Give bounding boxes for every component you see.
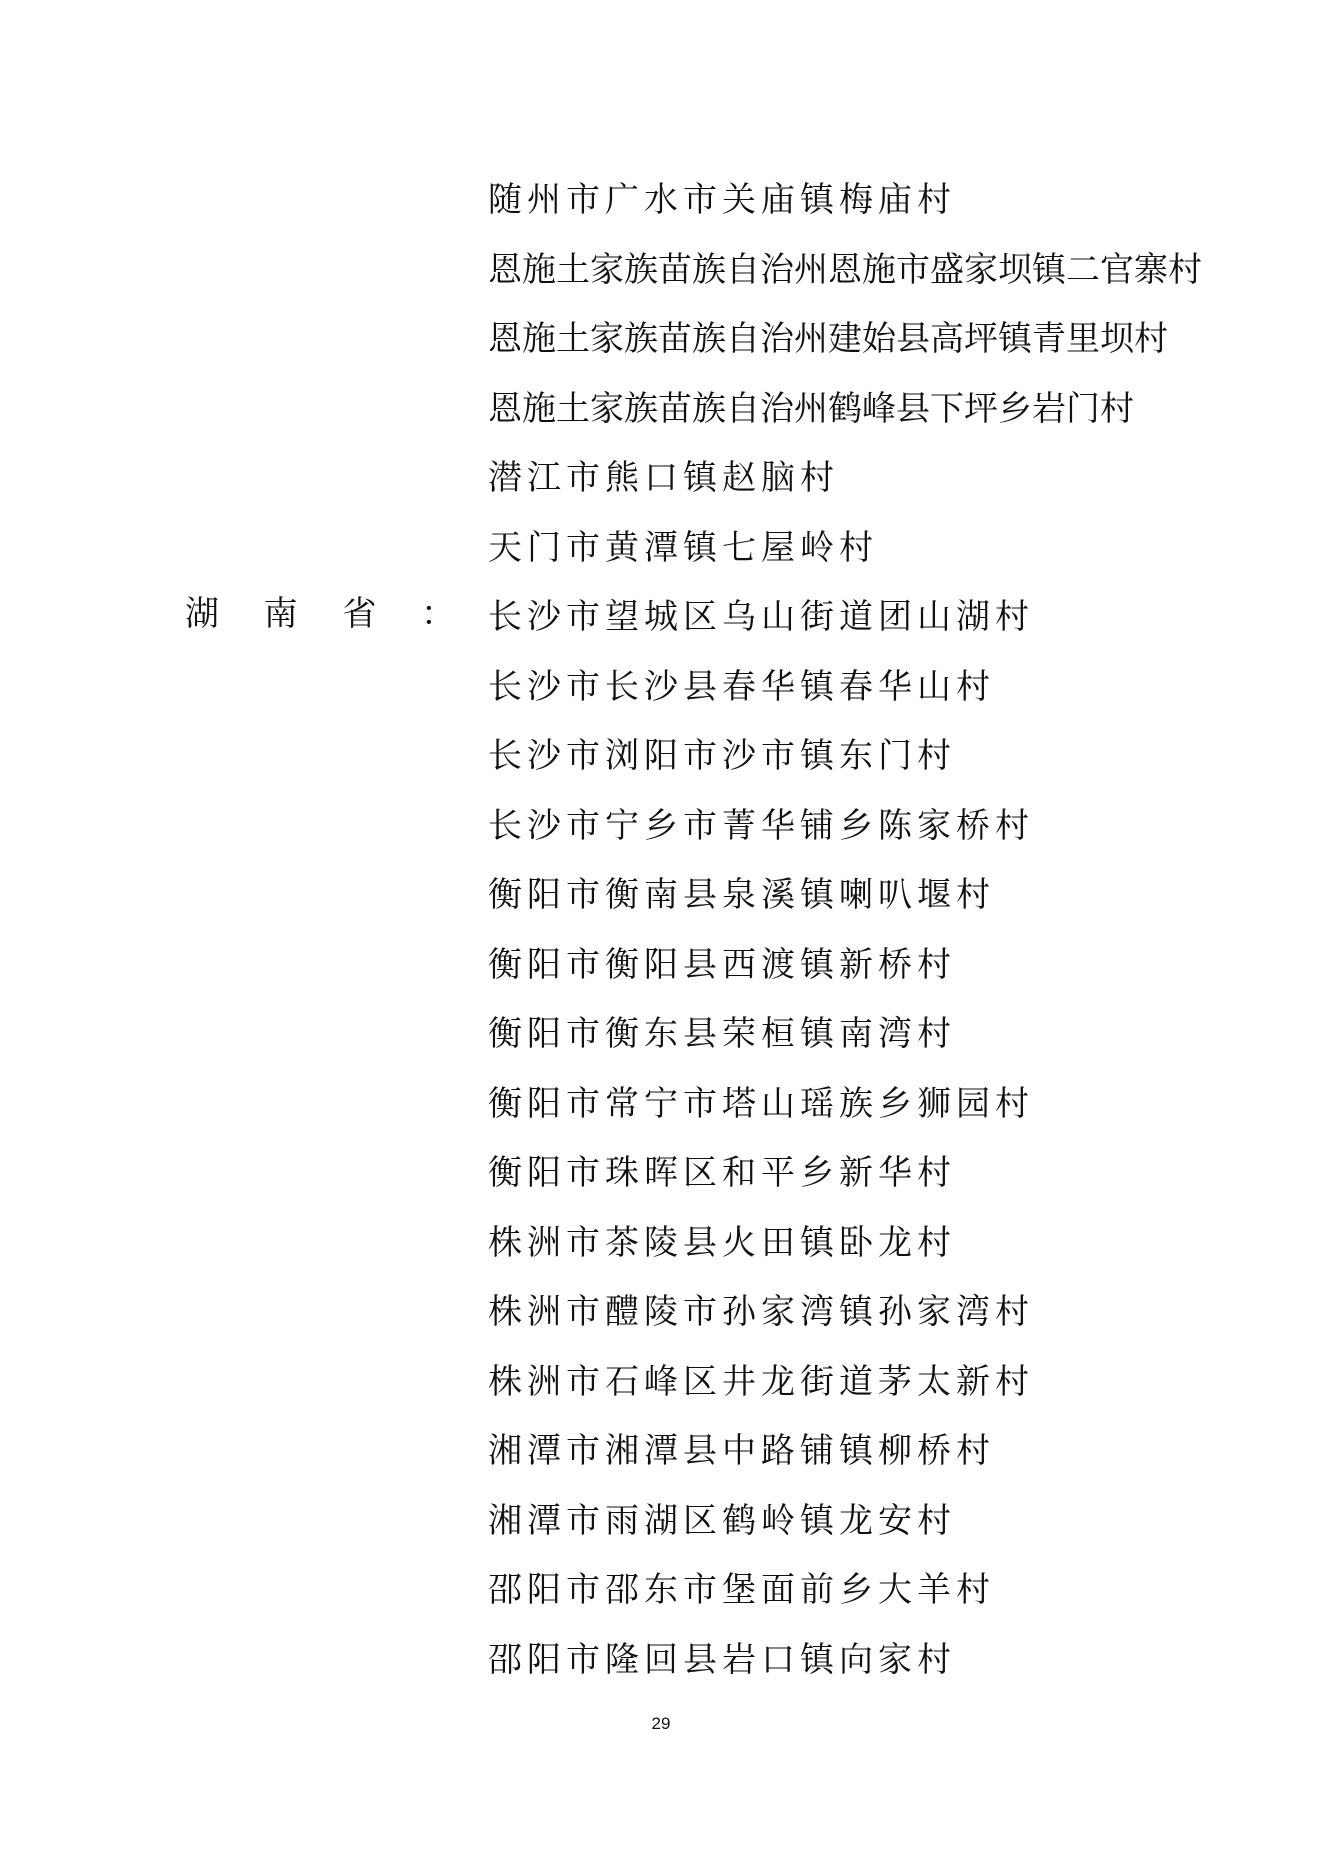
village-item: 衡阳市衡南县泉溪镇喇叭堰村 <box>488 875 995 915</box>
village-item: 长沙市浏阳市沙市镇东门村 <box>488 736 956 776</box>
village-item: 衡阳市衡阳县西渡镇新桥村 <box>488 944 956 985</box>
village-item: 株洲市茶陵县火田镇卧龙村 <box>488 1222 956 1263</box>
village-item: 湘潭市雨湖区鹤岭镇龙安村 <box>488 1500 956 1541</box>
village-item: 衡阳市常宁市塔山瑶族乡狮园村 <box>488 1083 1034 1124</box>
village-item: 长沙市长沙县春华镇春华山村 <box>488 666 995 707</box>
village-item: 长沙市宁乡市菁华铺乡陈家桥村 <box>488 805 1034 846</box>
village-item: 衡阳市衡东县荣桓镇南湾村 <box>488 1014 956 1054</box>
village-item: 随州市广水市关庙镇梅庙村 <box>488 180 956 220</box>
village-item: 恩施土家族苗族自治州恩施市盛家坝镇二官寨村 <box>488 249 1202 290</box>
village-item: 衡阳市珠晖区和平乡新华村 <box>488 1153 956 1193</box>
village-item: 天门市黄潭镇七屋岭村 <box>488 527 878 568</box>
village-item: 株洲市石峰区井龙街道茅太新村 <box>488 1361 1034 1402</box>
village-item: 恩施土家族苗族自治州建始县高坪镇青里坝村 <box>488 319 1168 359</box>
village-item: 邵阳市邵东市堡面前乡大羊村 <box>488 1570 995 1610</box>
village-item: 株洲市醴陵市孙家湾镇孙家湾村 <box>488 1292 1034 1332</box>
province-label-colon: ： <box>420 594 455 634</box>
village-item: 长沙市望城区乌山街道团山湖村 <box>488 597 1034 637</box>
province-label-char: 湖 <box>185 594 219 634</box>
village-list <box>488 166 1288 1695</box>
province-label-char: 省 <box>342 594 377 634</box>
village-item: 邵阳市隆回县岩口镇向家村 <box>488 1639 956 1680</box>
village-item: 恩施土家族苗族自治州鹤峰县下坪乡岩门村 <box>488 388 1134 429</box>
province-label-hunan <box>185 588 455 640</box>
village-item: 潜江市熊口镇赵脑村 <box>488 458 839 498</box>
village-item: 湘潭市湘潭县中路铺镇柳桥村 <box>488 1431 995 1471</box>
province-label-char: 南 <box>263 594 298 634</box>
page-number: 29 <box>651 1714 671 1733</box>
